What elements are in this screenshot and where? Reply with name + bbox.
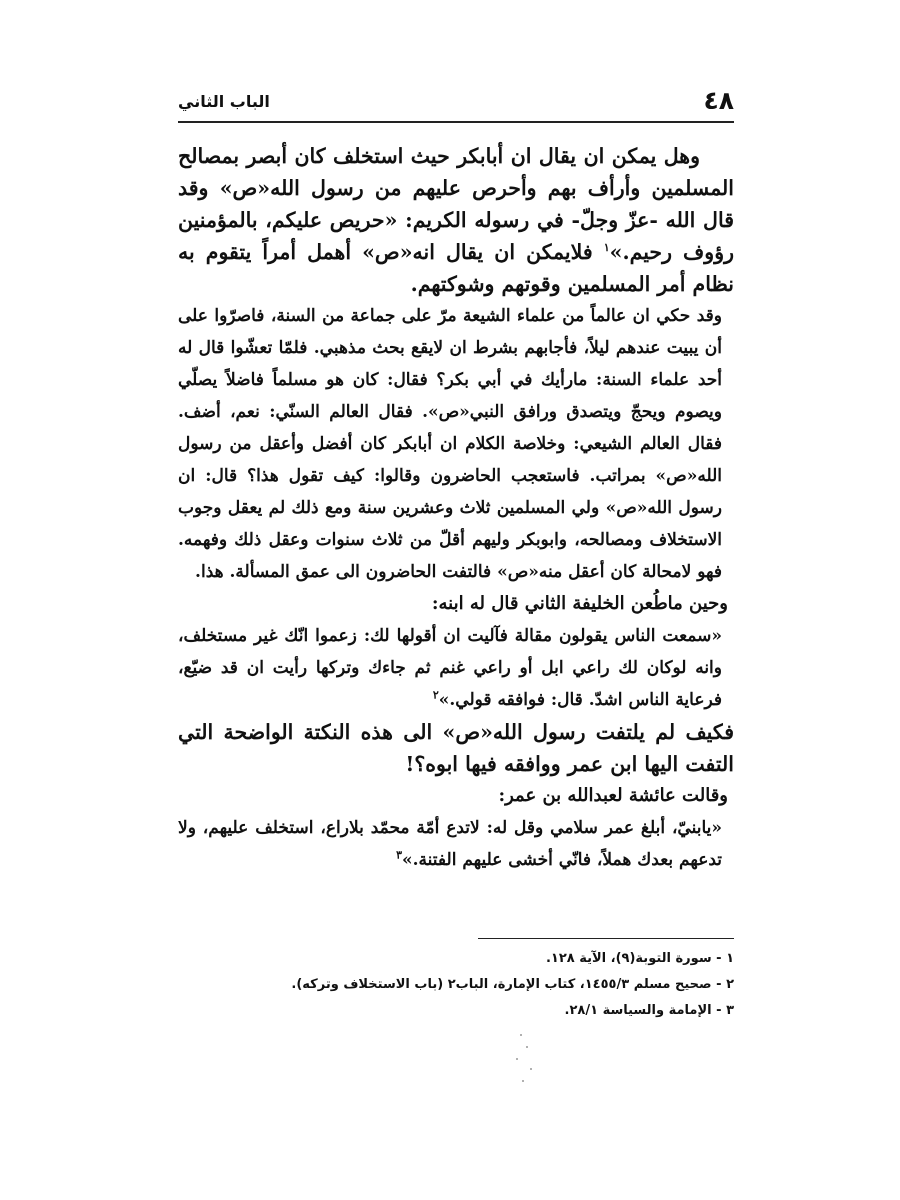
paragraph-question: فكيف لم يلتفت رسول الله«ص» الى هذه النكتة الواضحة التي التفت اليها ابن عمر ووافقه فيها ابوه؟! <box>178 720 734 776</box>
paragraph-argument-text: وهل يمكن ان يقال ان أبابكر حيث استخلف كان أبصر بمصالح المسلمين وأرأف بهم وأحرص عليهم من رسول الله«ص» وقد قال الله -عزّ وجلّ- في رسوله الكريم: «حريص عليكم، بالمؤمنين رؤوف رحيم.» <box>178 144 735 264</box>
paragraph-quote-intro-2: وقالت عائشة لعبدالله بن عمر: <box>498 785 728 806</box>
chapter-title: الباب الثاني <box>178 92 270 111</box>
footnote-ref-2: ٢ <box>432 688 439 702</box>
scan-speck <box>530 1068 532 1070</box>
footnote-1: ١ - سورة التوبة(٩)، الآية ١٢٨. <box>545 951 734 966</box>
footnote-ref-1: ١ <box>603 241 610 255</box>
scan-speck <box>526 1046 528 1048</box>
paragraph-argument <box>178 140 734 300</box>
paragraph-anecdote: وقد حكي ان عالماً من علماء الشيعة مرّ على جماعة من السنة، فاصرّوا على أن يبيت عندهم ليلاً، فأجابهم بشرط ان لايقع بحث مذهبي. فلمّا تعشّوا قال له أحد علماء السنة: مارأيك في أبي بكر؟ فقال: كان هو مسلماً فاضلاً يصلّي ويصوم ويحجّ ويتصدق ورافق النبي«ص». فقال العالم السنّي: نعم، أضف. فقال العالم الشيعي: وخلاصة الكلام ان أبابكر كان أفضل وأعقل من رسول الله«ص» بمراتب. فاستعجب الحاضرون وقالوا: كيف تقول هذا؟ قال: ان رسول الله«ص» ولي المسلمين ثلاث وعشرين سنة ومع ذلك لم يعقل وجوب الاستخلاف ومصالحه، وابوبكر وليهم أقلّ من ثلاث سنوات وعقل ذلك وفهمه. فهو لامحالة كان أعقل منه«ص» فالتفت الحاضرون الى عمق المسألة. هذا. <box>178 306 722 582</box>
paragraph-quote-intro-1: وحين ماطُعن الخليفة الثاني قال له ابنه: <box>431 593 728 614</box>
block-quote-1-text: «سمعت الناس يقولون مقالة فآليت ان أقولها لك: زعموا انّك غير مستخلف، وانه لوكان لك راعي ابل أو راعي غنم ثم جاءك وتركها رأيت ان قد ضيّع، فرعاية الناس اشدّ. قال: فوافقه قولي.» <box>178 626 722 710</box>
block-quote-2 <box>178 812 734 876</box>
block-quote-2-text: «يابنيّ، أبلغ عمر سلامي وقل له: لاتدع أمّة محمّد بلاراع، استخلف عليهم، ولا تدعهم بعدك هملاً، فانّي أخشى عليهم الفتنة.» <box>178 818 722 870</box>
footnote-separator <box>478 938 734 939</box>
scan-speck <box>516 1058 518 1060</box>
scan-speck <box>520 1034 522 1036</box>
footnote-ref-3: ٣ <box>396 848 402 862</box>
footnotes <box>178 946 734 1024</box>
main-text <box>178 140 734 876</box>
block-quote-1 <box>178 620 734 716</box>
page-number: ٤٨ <box>703 86 734 115</box>
footnote-3: ٣ - الإمامة والسياسة ٢٨/١. <box>564 1003 734 1018</box>
paragraph-argument-continued: فلايمكن ان يقال انه«ص» أهمل أمراً يتقوم به نظام أمر المسلمين وقوتهم وشوكتهم. <box>178 240 734 296</box>
scan-speck <box>522 1080 524 1082</box>
page-header <box>178 86 734 116</box>
footnote-2: ٢ - صحيح مسلم ١٤٥٥/٣، كتاب الإمارة، الباب٢ (باب الاستخلاف وتركه). <box>291 977 734 992</box>
header-rule <box>178 121 734 123</box>
